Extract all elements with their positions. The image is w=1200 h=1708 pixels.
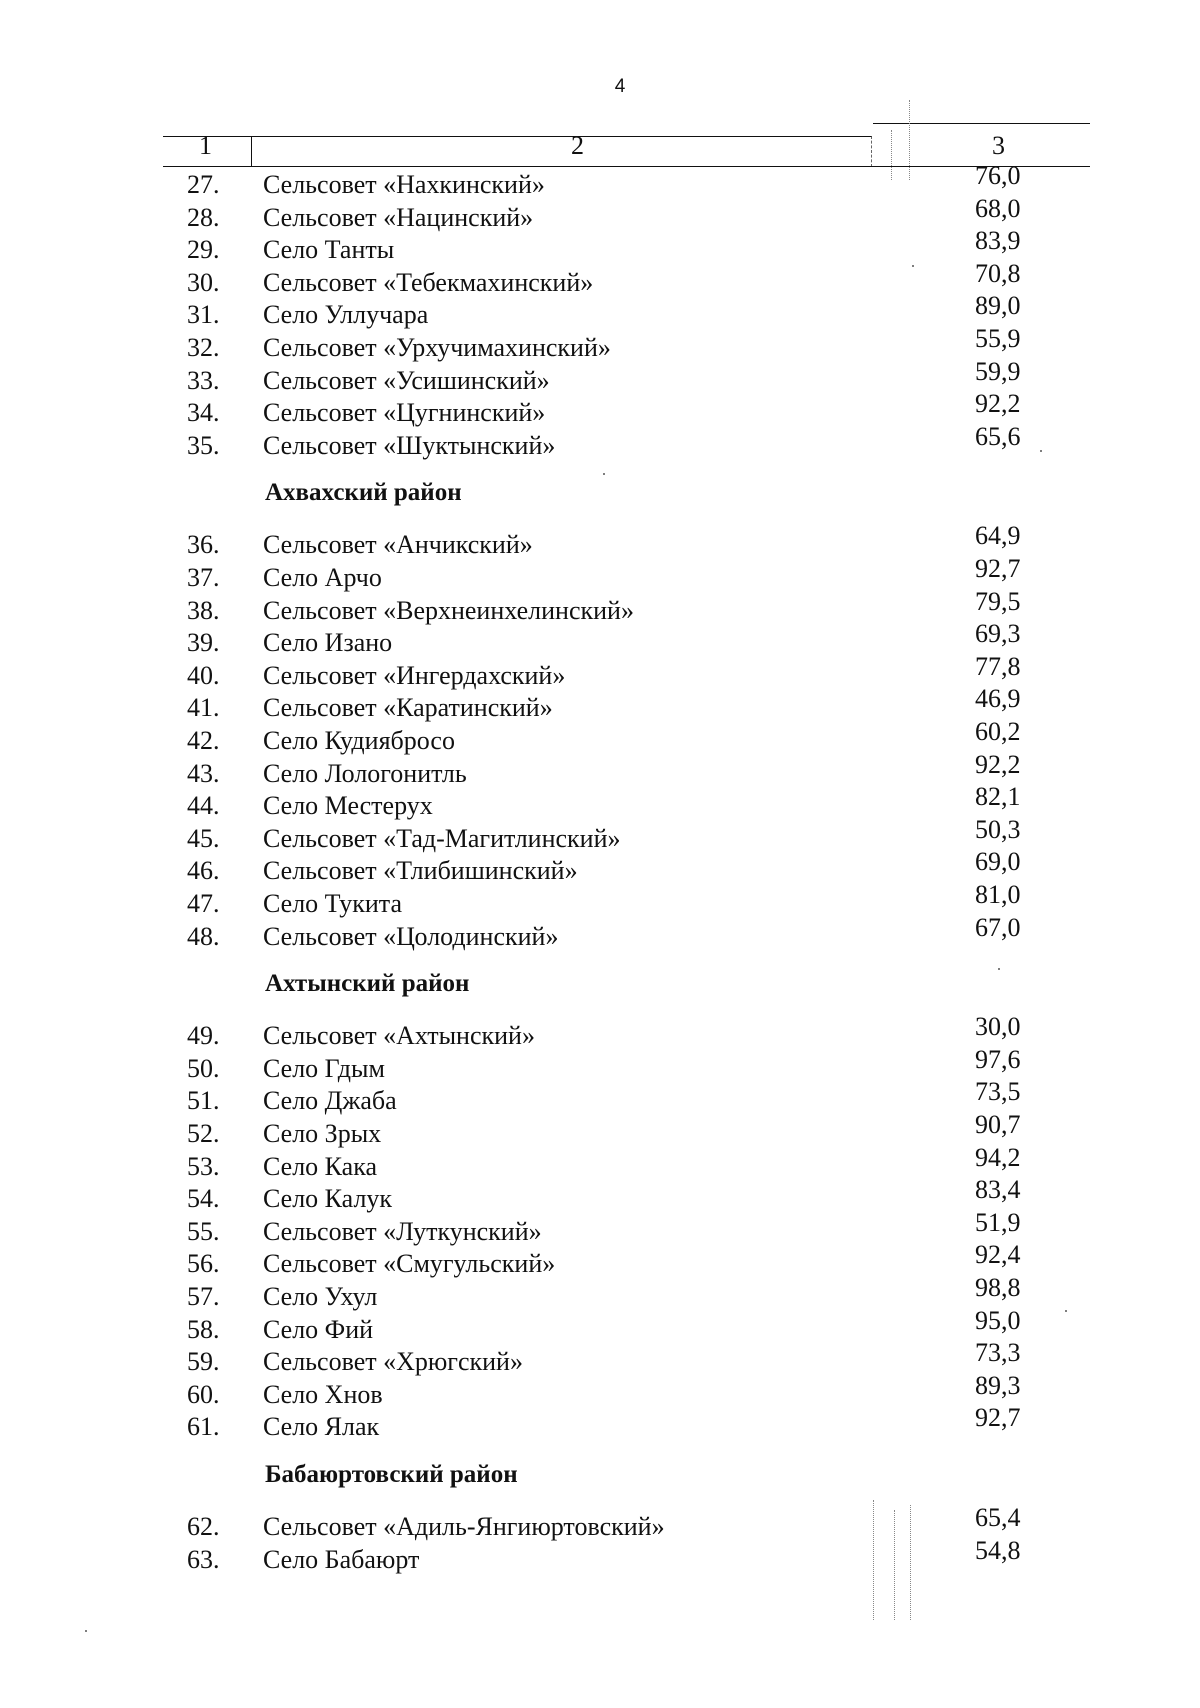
row-value: 67,0 <box>975 912 1021 942</box>
header-col-2: 2 <box>571 131 584 160</box>
page-number: 4 <box>614 76 626 97</box>
row-number: 40. <box>187 660 220 690</box>
row-number: 63. <box>187 1544 220 1574</box>
row-value: 79,5 <box>975 586 1021 616</box>
row-number: 44. <box>187 791 220 821</box>
row-value: 90,7 <box>975 1110 1021 1139</box>
row-name: Село Кака <box>263 1151 377 1181</box>
row-value: 59,9 <box>975 356 1021 386</box>
row-value: 65,4 <box>975 1503 1021 1532</box>
row-name: Село Уллучара <box>263 300 429 330</box>
row-value: 60,2 <box>975 717 1021 746</box>
row-number: 41. <box>187 693 220 723</box>
row-value: 92,2 <box>975 749 1021 779</box>
row-value: 92,4 <box>975 1240 1021 1270</box>
row-number: 30. <box>187 267 220 297</box>
row-number: 28. <box>187 202 220 232</box>
row-number: 50. <box>187 1053 220 1083</box>
row-value: 30,0 <box>975 1012 1021 1042</box>
scan-speck <box>85 1630 87 1632</box>
row-number: 42. <box>187 726 220 755</box>
row-number: 51. <box>187 1086 220 1116</box>
row-number: 35. <box>187 430 220 460</box>
row-value: 69,3 <box>975 619 1021 649</box>
table-row <box>0 421 1200 463</box>
row-name: Сельсовет «Ингердахский» <box>263 660 566 690</box>
row-name: Сельсовет «Луткунский» <box>263 1216 542 1246</box>
row-name: Село Фий <box>263 1314 374 1344</box>
row-value: 83,4 <box>975 1175 1021 1205</box>
row-name: Сельсовет «Смугульский» <box>263 1249 556 1279</box>
row-name: Село Изано <box>263 628 393 658</box>
row-number: 56. <box>187 1249 220 1279</box>
row-number: 31. <box>187 300 220 330</box>
row-value: 89,0 <box>975 291 1021 321</box>
row-number: 46. <box>187 856 220 886</box>
row-number: 38. <box>187 595 220 625</box>
row-number: 53. <box>187 1151 220 1181</box>
row-value: 51,9 <box>975 1207 1021 1237</box>
row-value: 77,8 <box>975 651 1021 681</box>
row-value: 89,3 <box>975 1370 1021 1400</box>
row-name: Село Джаба <box>263 1086 397 1116</box>
row-name: Сельсовет «Анчикский» <box>263 530 533 560</box>
row-number: 55. <box>187 1216 220 1246</box>
row-value: 68,0 <box>975 193 1021 223</box>
row-number: 37. <box>187 563 220 592</box>
row-name: Сельсовет «Нацинский» <box>263 202 534 232</box>
row-name: Село Танты <box>263 235 395 265</box>
row-name: Село Гдым <box>263 1053 385 1083</box>
row-number: 49. <box>187 1021 220 1051</box>
row-number: 48. <box>187 921 220 951</box>
row-number: 34. <box>187 398 220 428</box>
row-value: 73,5 <box>975 1077 1021 1107</box>
row-number: 36. <box>187 530 220 560</box>
scan-tick-mark <box>909 100 910 180</box>
section-heading: Ахтынский район <box>265 970 470 998</box>
row-number: 57. <box>187 1282 220 1311</box>
row-value: 73,3 <box>975 1338 1021 1368</box>
row-name: Сельсовет «Цолодинский» <box>263 921 559 951</box>
row-value: 83,9 <box>975 226 1021 256</box>
row-value: 64,9 <box>975 521 1021 551</box>
row-number: 45. <box>187 823 220 853</box>
row-value: 97,6 <box>975 1044 1021 1074</box>
row-name: Сельсовет «Шуктынский» <box>263 430 556 460</box>
table-row <box>0 1403 1200 1444</box>
row-value: 70,8 <box>975 258 1021 288</box>
row-name: Сельсовет «Тад-Магитлинский» <box>263 823 621 853</box>
scan-speck <box>603 473 605 475</box>
row-name: Сельсовет «Усишинский» <box>263 365 550 395</box>
row-number: 58. <box>187 1314 220 1344</box>
row-name: Село Ялак <box>263 1412 380 1442</box>
row-name: Село Хнов <box>263 1379 383 1409</box>
row-value: 46,9 <box>975 684 1021 714</box>
row-name: Село Тукита <box>263 889 403 918</box>
row-number: 59. <box>187 1347 220 1377</box>
row-number: 54. <box>187 1184 220 1214</box>
row-number: 33. <box>187 365 220 395</box>
row-value: 92,2 <box>975 389 1021 419</box>
row-value: 54,8 <box>975 1535 1021 1565</box>
row-number: 52. <box>187 1119 220 1148</box>
row-name: Село Ухул <box>263 1282 378 1311</box>
row-number: 32. <box>187 333 220 362</box>
header-bottom-rule <box>163 166 1090 167</box>
row-number: 60. <box>187 1379 220 1409</box>
row-number: 29. <box>187 235 220 265</box>
row-name: Село Бабаюрт <box>263 1544 420 1574</box>
row-number: 62. <box>187 1512 220 1541</box>
row-name: Сельсовет «Тебекмахинский» <box>263 267 594 297</box>
table-row <box>0 912 1200 954</box>
table-top-rule <box>873 123 1090 124</box>
row-value: 94,2 <box>975 1142 1021 1172</box>
row-name: Село Арчо <box>263 563 382 592</box>
row-name: Сельсовет «Верхнеинхелинский» <box>263 595 634 625</box>
row-name: Село Лологонитль <box>263 758 467 788</box>
row-name: Село Кудиябросо <box>263 726 455 755</box>
table-row <box>0 1535 1200 1577</box>
row-value: 65,6 <box>975 421 1021 451</box>
header-col-3: 3 <box>992 131 1005 160</box>
row-name: Сельсовет «Тлибишинский» <box>263 856 578 886</box>
row-number: 61. <box>187 1412 220 1442</box>
row-name: Сельсовет «Адиль-Янгиюртовский» <box>263 1512 665 1541</box>
row-value: 92,7 <box>975 554 1021 583</box>
row-name: Сельсовет «Ахтынский» <box>263 1021 535 1051</box>
row-name: Село Местерух <box>263 791 433 821</box>
row-name: Сельсовет «Цугнинский» <box>263 398 546 428</box>
row-name: Село Зрых <box>263 1119 382 1148</box>
row-number: 27. <box>187 170 220 199</box>
row-value: 55,9 <box>975 324 1021 353</box>
header-cell-2-border <box>251 136 872 167</box>
row-value: 50,3 <box>975 814 1021 844</box>
row-value: 76,0 <box>975 161 1021 190</box>
row-name: Сельсовет «Урхучимахинский» <box>263 333 611 362</box>
row-value: 95,0 <box>975 1305 1021 1335</box>
row-value: 82,1 <box>975 782 1021 812</box>
row-number: 43. <box>187 758 220 788</box>
row-value: 81,0 <box>975 880 1021 909</box>
row-name: Сельсовет «Хрюгский» <box>263 1347 523 1377</box>
row-name: Сельсовет «Нахкинский» <box>263 170 545 199</box>
row-number: 47. <box>187 889 220 918</box>
section-heading: Ахвахский район <box>265 479 462 507</box>
row-value: 92,7 <box>975 1403 1021 1433</box>
row-value: 69,0 <box>975 847 1021 877</box>
scan-speck <box>998 968 1000 970</box>
row-number: 39. <box>187 628 220 658</box>
row-value: 98,8 <box>975 1273 1021 1302</box>
header-col-1: 1 <box>199 131 212 160</box>
row-name: Село Калук <box>263 1184 393 1214</box>
section-heading: Бабаюртовский район <box>265 1461 518 1488</box>
row-name: Сельсовет «Каратинский» <box>263 693 553 723</box>
